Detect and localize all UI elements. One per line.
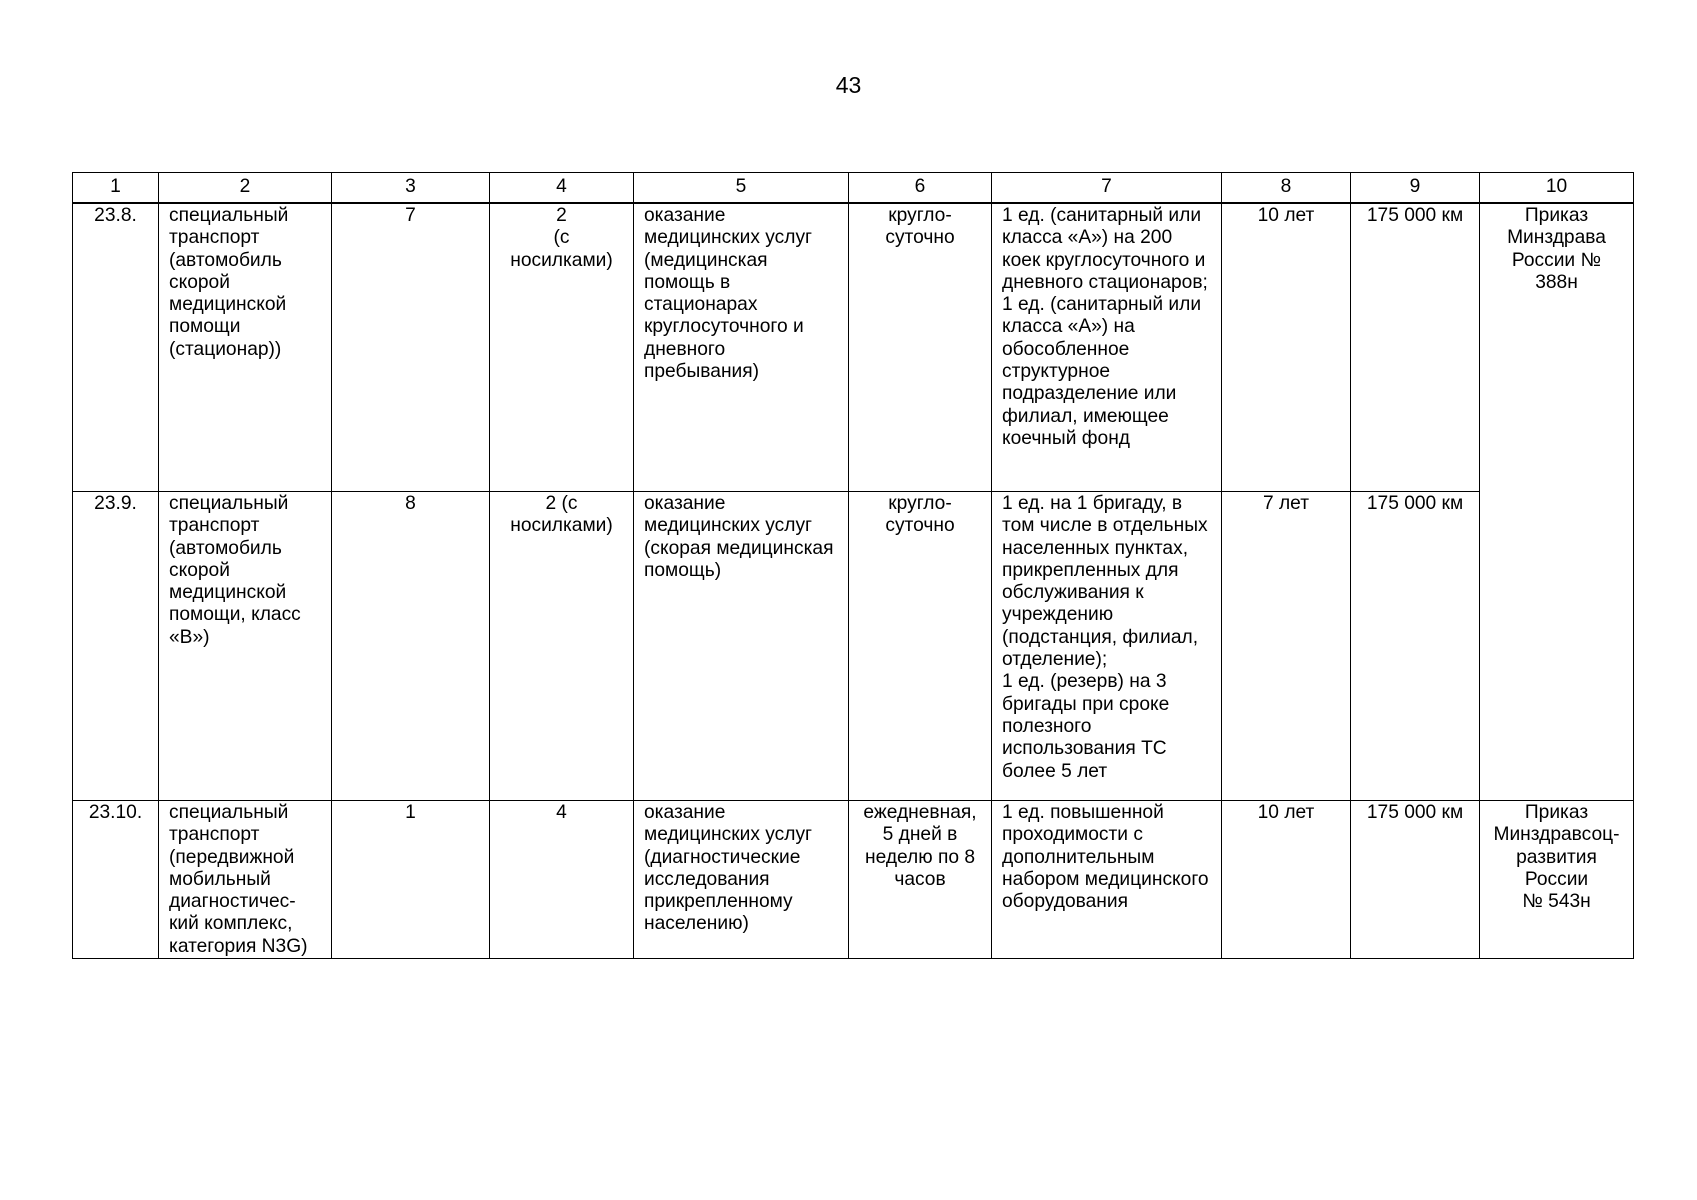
- column-header: 1: [73, 173, 159, 204]
- column-header: 9: [1351, 173, 1480, 204]
- operating-mode-cell: кругло- суточно: [849, 492, 992, 801]
- service-life-cell: 7 лет: [1222, 492, 1351, 801]
- service-life-cell: 10 лет: [1222, 203, 1351, 492]
- table-row: [73, 203, 1634, 492]
- column-header: 4: [490, 173, 634, 204]
- mileage-cell: 175 000 км: [1351, 492, 1480, 801]
- table-cell: 7: [332, 203, 490, 492]
- vehicle-name-cell: специальный транспорт (автомобиль скорой медицинской помощи (стационар)): [159, 203, 332, 492]
- mileage-cell: 175 000 км: [1351, 203, 1480, 492]
- table-row: [73, 801, 1634, 959]
- service-life-cell: 10 лет: [1222, 801, 1351, 959]
- norm-cell: 1 ед. (санитарный или класса «А») на 200 коек круглосуточного и дневного стационаров; 1 ед. (санитарный или класса «А») на обособленное структурное подразделение или филиал, имеющее коечный фонд: [992, 203, 1222, 492]
- row-number-cell: 23.10.: [73, 801, 159, 959]
- column-header: 8: [1222, 173, 1351, 204]
- operating-mode-cell: кругло- суточно: [849, 203, 992, 492]
- column-header: 2: [159, 173, 332, 204]
- service-purpose-cell: оказание медицинских услуг (скорая медицинская помощь): [634, 492, 849, 801]
- column-header: 10: [1480, 173, 1634, 204]
- norm-cell: 1 ед. на 1 бригаду, в том числе в отдельных населенных пунктах, прикрепленных для обслуживания к учреждению (подстанция, филиал, отделение); 1 ед. (резерв) на 3 бригады при сроке полезного использования ТС более 5 лет: [992, 492, 1222, 801]
- operating-mode-cell: ежедневная, 5 дней в неделю по 8 часов: [849, 801, 992, 959]
- equipment-norms-table: [72, 172, 1634, 959]
- regulation-cell: Приказ Минздрава России № 388н: [1480, 203, 1634, 801]
- norm-cell: 1 ед. повышенной проходимости с дополнительным набором медицинского оборудования: [992, 801, 1222, 959]
- table-cell: 8: [332, 492, 490, 801]
- row-number-cell: 23.9.: [73, 492, 159, 801]
- table-header-row: [73, 173, 1634, 204]
- vehicle-name-cell: специальный транспорт (передвижной мобильный диагностичес-кий комплекс, категория N3G): [159, 801, 332, 959]
- table-cell: 2 (с носилками): [490, 203, 634, 492]
- service-purpose-cell: оказание медицинских услуг (медицинская помощь в стационарах круглосуточного и дневного пребывания): [634, 203, 849, 492]
- regulation-cell: Приказ Минздравсоц-развития России № 543н: [1480, 801, 1634, 959]
- column-header: 3: [332, 173, 490, 204]
- table-cell: 2 (с носилками): [490, 492, 634, 801]
- table-row: [73, 492, 1634, 801]
- service-purpose-cell: оказание медицинских услуг (диагностические исследования прикрепленному населению): [634, 801, 849, 959]
- table-cell: 4: [490, 801, 634, 959]
- vehicle-name-cell: специальный транспорт (автомобиль скорой медицинской помощи, класс «В»): [159, 492, 332, 801]
- column-header: 5: [634, 173, 849, 204]
- column-header: 6: [849, 173, 992, 204]
- mileage-cell: 175 000 км: [1351, 801, 1480, 959]
- column-header: 7: [992, 173, 1222, 204]
- page-number: 43: [835, 72, 862, 98]
- row-number-cell: 23.8.: [73, 203, 159, 492]
- table-cell: 1: [332, 801, 490, 959]
